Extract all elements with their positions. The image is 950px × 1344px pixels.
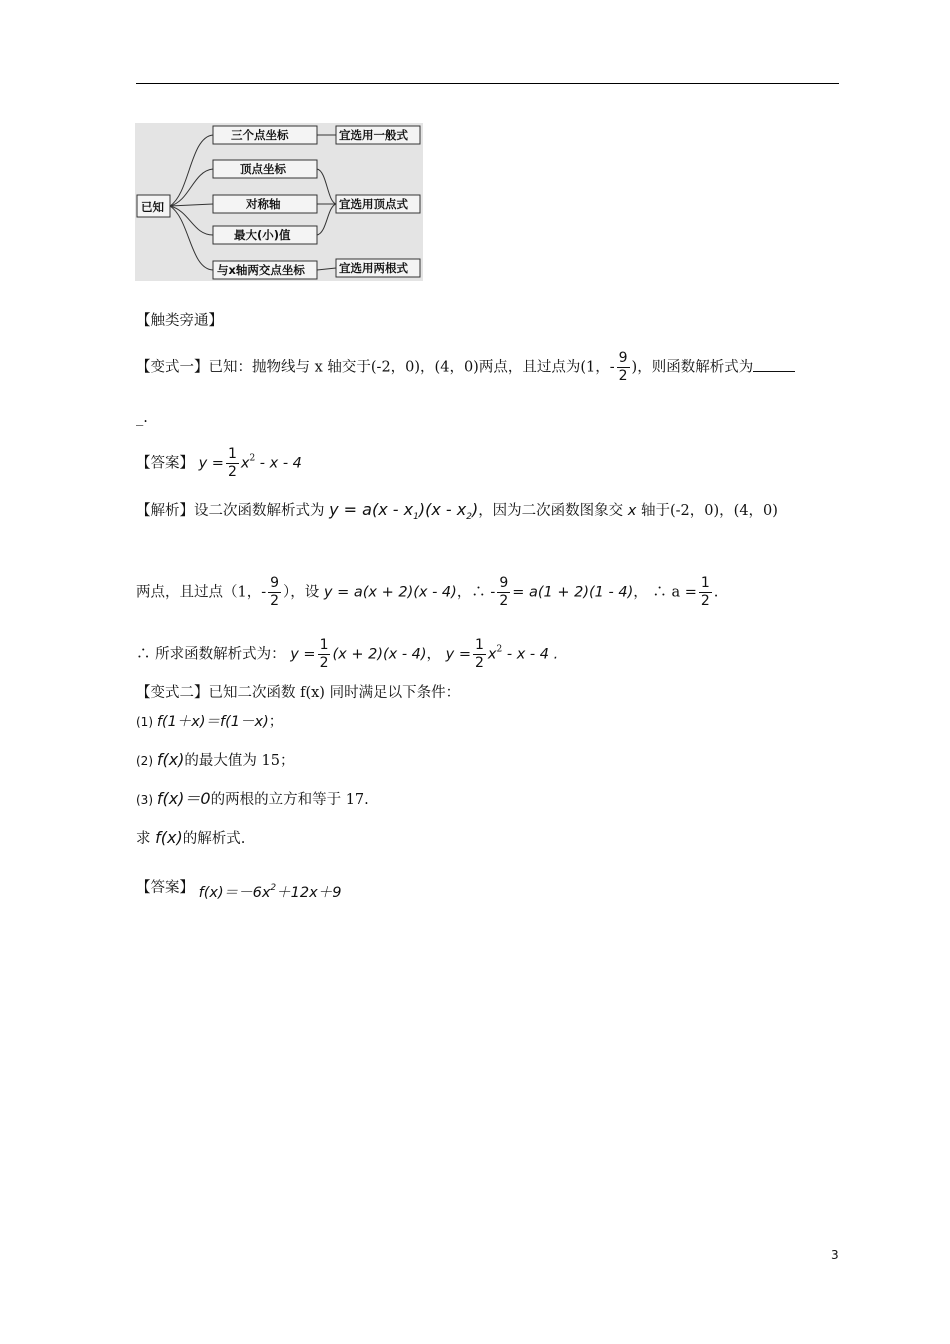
variant1-line: [136, 350, 795, 385]
analysis-line-2: 两点，且过点（1，- $\frac{9}{2}$ ），设 y = a(x + 2)(x - 4)，∴ - $\frac{9}{2}$ = a(1 + 2)(1 - 4)， ∴ a = $\frac{1}{2}$ .: [136, 575, 719, 609]
analysis-fraction-2: $\frac{9}{2}$: [499, 575, 509, 609]
variant2-condition-2: (2) f(x)的最大值为 15；: [136, 750, 295, 769]
diagram-condition-2: 顶点坐标: [240, 162, 286, 176]
variant1-text-b: )，则函数解析式为: [631, 359, 754, 376]
variant2-condition-3: (3) f(x)＝0的两根的立方和等于 17.: [136, 789, 369, 808]
analysis-fraction-5: $\frac{1}{2}$: [475, 637, 484, 671]
variant2-line: 【变式二】已知二次函数 f(x) 同时满足以下条件：: [136, 685, 461, 701]
diagram-method-3: 宜选用两根式: [339, 261, 408, 275]
variant1-text-a: 已知：抛物线与 x 轴交于(-2，0)，(4，0)两点，且过点为(1，-: [208, 359, 615, 376]
variant1-continuation: _.: [136, 410, 148, 426]
header-rule: [136, 83, 839, 84]
diagram-method-1: 宜选用一般式: [339, 128, 408, 142]
analysis-fraction-4: $\frac{1}{2}$: [319, 637, 329, 671]
answer-blank: [753, 359, 795, 372]
answer2-line: [136, 873, 342, 901]
diagram-condition-1: 三个点坐标: [231, 128, 289, 142]
answer2-label: 【答案】: [136, 880, 194, 896]
diagram-condition-3: 对称轴: [246, 197, 281, 211]
analysis-label: 【解析】: [136, 503, 194, 519]
analysis-formula: $y = a(x - x_1)(x - x_2)$: [329, 500, 479, 522]
analysis-line-3: ∴ 所求函数解析式为： y = $\frac{1}{2}$ (x + 2)(x - 4)， y = $\frac{1}{2}$ $x^2$ - x - 4 .: [136, 637, 559, 671]
answer1-label: 【答案】: [136, 455, 194, 472]
diagram-root-label: 已知: [141, 200, 164, 214]
answer2-formula: $f(x)=-6x^2+12x+9$: [198, 883, 342, 901]
analysis-line-1: 【解析】设二次函数解析式为 $y = a(x - x_1)(x - x_2)$，因为二次函数图象交 x 轴于(-2，0)，(4，0): [136, 500, 778, 522]
variant1-label: 【变式一】: [136, 359, 209, 376]
diagram-method-2: 宜选用顶点式: [339, 197, 408, 211]
answer1-y: y =: [198, 455, 224, 472]
variant2-condition-1: (1) f(1＋x)＝f(1－x)；: [136, 714, 284, 730]
diagram-condition-4: 最大(小)值: [234, 228, 291, 242]
analysis-fraction-1: $\frac{9}{2}$: [270, 575, 280, 609]
answer1-fraction: $\frac{1}{2}$: [227, 446, 237, 480]
variant2-label: 【变式二】: [136, 685, 209, 701]
analysis-fraction-3: $\frac{1}{2}$: [700, 575, 710, 609]
section-title: 【触类旁通】: [136, 313, 223, 329]
variant2-question: 求 f(x)的解析式.: [136, 828, 246, 847]
variant1-fraction: $\frac{9}{2}$: [618, 350, 628, 384]
parabola-method-diagram: [135, 123, 423, 281]
answer1-line: 【答案】 y = $\frac{1}{2}$ $x^2$ - x - 4: [136, 446, 302, 480]
diagram-condition-5: 与x轴两交点坐标: [217, 263, 305, 277]
page-number: 3: [831, 1248, 839, 1262]
